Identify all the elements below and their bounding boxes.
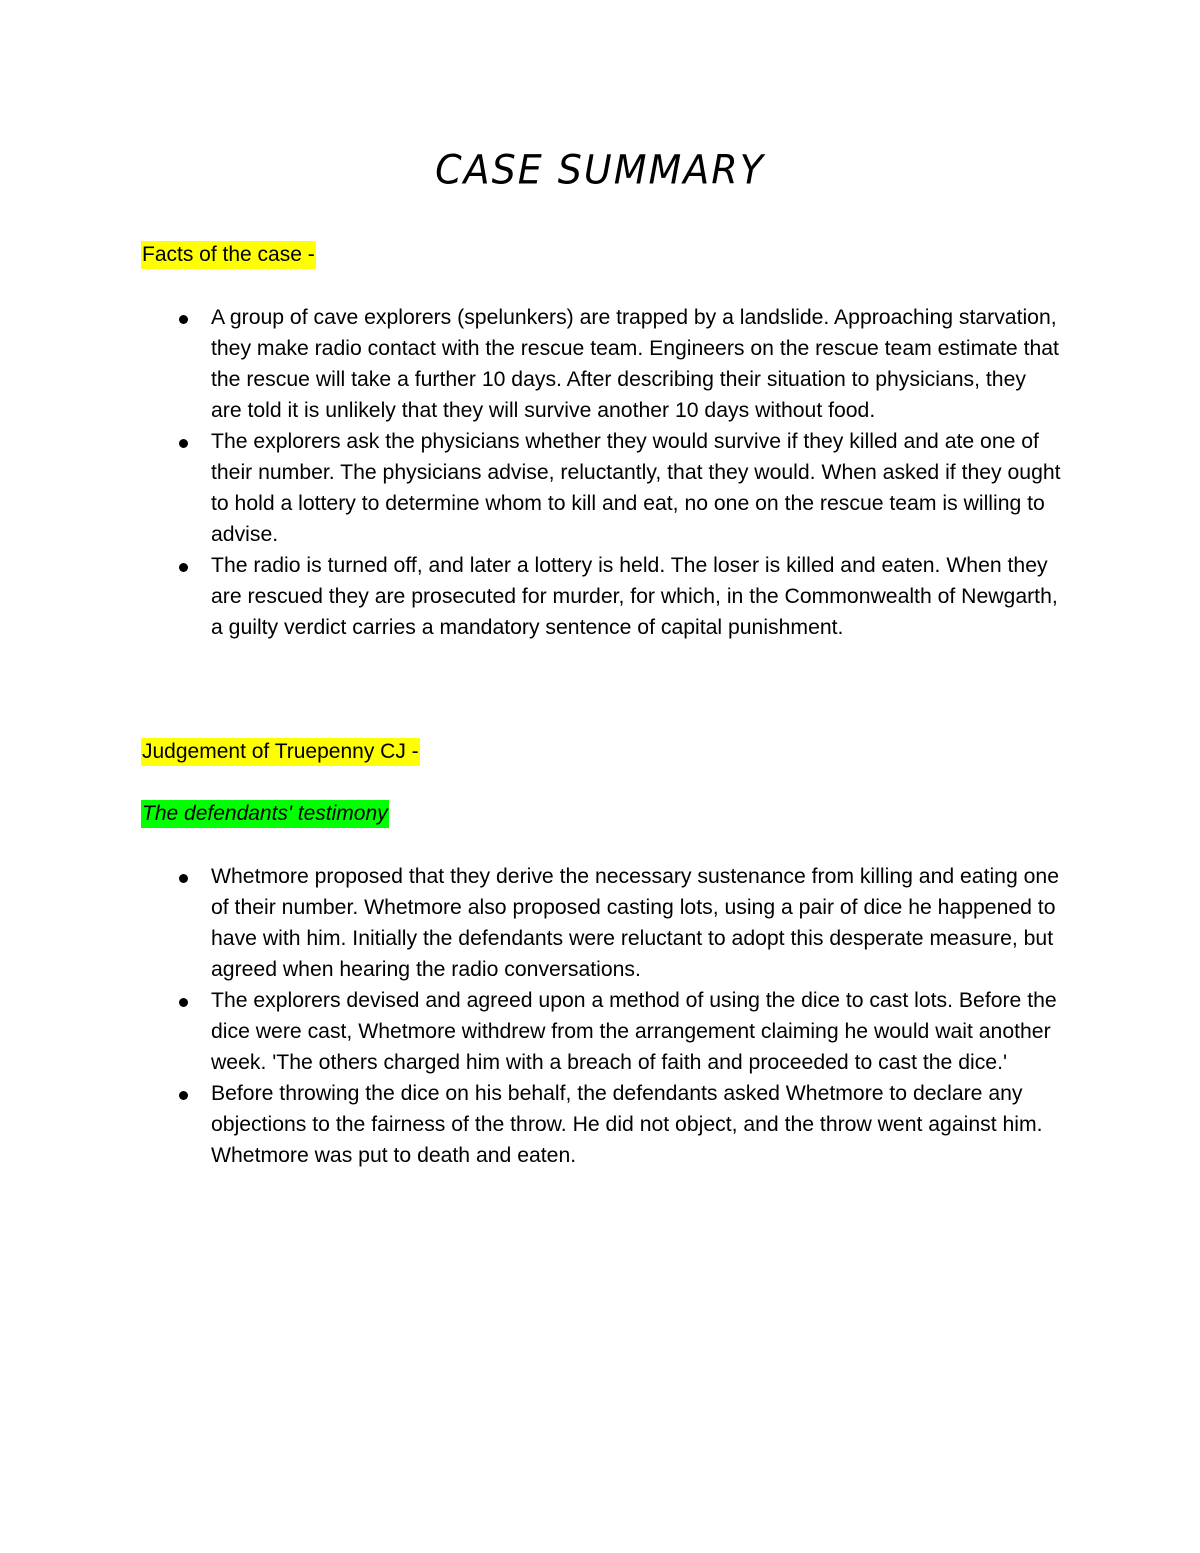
bullet-icon: [179, 315, 188, 324]
list-item: [0, 426, 1061, 550]
facts-heading: [141, 241, 316, 269]
bullet-icon: [179, 998, 188, 1007]
bullet-icon: [179, 874, 188, 883]
bullet-icon: [179, 439, 188, 448]
bullet-icon: [179, 563, 188, 572]
document-title: CASE SUMMARY: [435, 146, 765, 194]
list-item: [0, 550, 1061, 643]
judgement-heading: [141, 738, 420, 766]
facts-heading-text: Facts of the case -: [141, 241, 316, 269]
list-item: [0, 302, 1061, 426]
judgement-heading-text: Judgement of Truepenny CJ -: [141, 738, 420, 766]
testimony-subheading-text: The defendants' testimony: [141, 800, 389, 828]
testimony-list: [0, 861, 1200, 1171]
list-item-text: Whetmore proposed that they derive the necessary sustenance from killing and eating one of their number. Whetmore also proposed casting lots, using a pair of dice he happened to have with him. Initially the defendants were reluctant to adopt this desperate measure, but agreed when hearing the radio conversations.: [211, 865, 1059, 981]
testimony-subheading: [141, 800, 389, 828]
bullet-icon: [179, 1091, 188, 1100]
list-item-text: A group of cave explorers (spelunkers) are trapped by a landslide. Approaching starvation, they make radio contact with the rescue team. Engineers on the rescue team estimate that the rescue will take a further 10 days. After describing their situation to physicians, they are told it is unlikely that they will survive another 10 days without food.: [211, 306, 1059, 422]
list-item-text: Before throwing the dice on his behalf, the defendants asked Whetmore to declare any objections to the fairness of the throw. He did not object, and the throw went against him. Whetmore was put to death and eaten.: [211, 1082, 1043, 1167]
facts-list: [0, 302, 1200, 643]
list-item-text: The explorers ask the physicians whether they would survive if they killed and ate one of their number. The physicians advise, reluctantly, that they would. When asked if they ought to hold a lottery to determine whom to kill and eat, no one on the rescue team is willing to advise.: [211, 430, 1061, 546]
list-item: [0, 1078, 1061, 1171]
list-item: [0, 985, 1061, 1078]
list-item-text: The radio is turned off, and later a lottery is held. The loser is killed and eaten. When they are rescued they are prosecuted for murder, for which, in the Commonwealth of Newgarth, a guilty verdict carries a mandatory sentence of capital punishment.: [211, 554, 1058, 639]
list-item-text: The explorers devised and agreed upon a method of using the dice to cast lots. Before the dice were cast, Whetmore withdrew from the arrangement claiming he would wait another week. 'The others charged him with a breach of faith and proceeded to cast the dice.': [211, 989, 1057, 1074]
list-item: [0, 861, 1061, 985]
